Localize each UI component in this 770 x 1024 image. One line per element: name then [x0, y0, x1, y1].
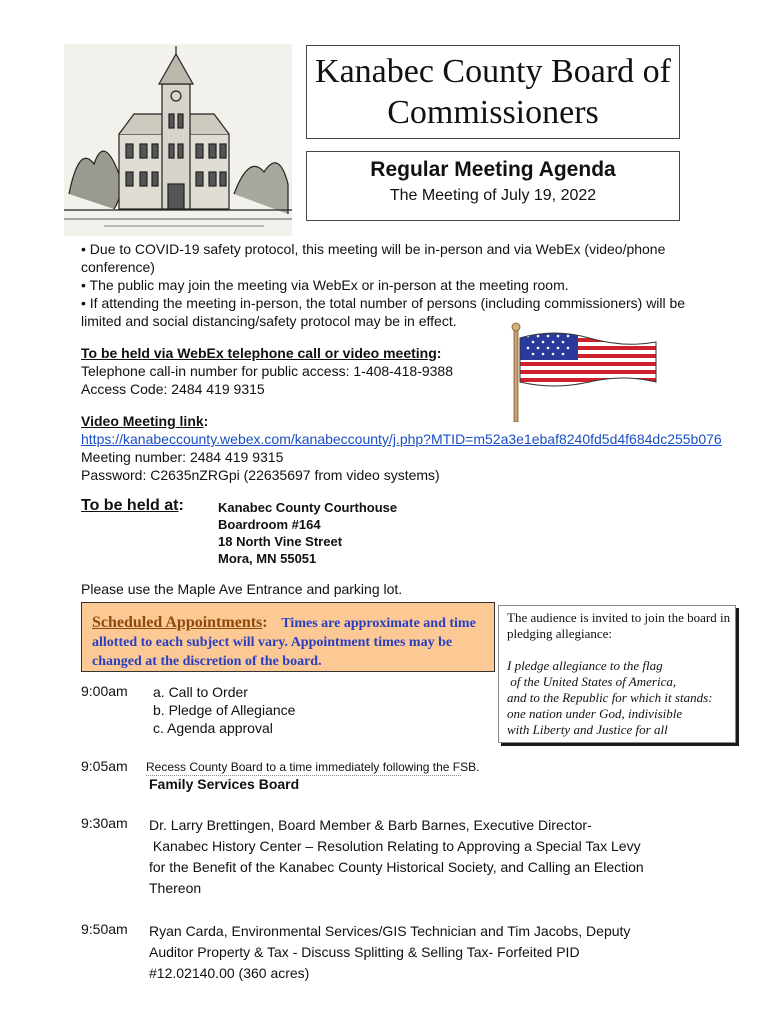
- webex-phone-section: [81, 344, 511, 398]
- recess-note: Recess County Board to a time immediately following the FSB.: [146, 760, 480, 774]
- agenda-time: 9:30am: [81, 815, 128, 831]
- agenda-time: 9:50am: [81, 921, 128, 937]
- access-code: Access Code: 2484 419 9315: [81, 381, 265, 397]
- scheduled-appointments-box: [81, 602, 495, 672]
- agenda-item-line: Dr. Larry Brettingen, Board Member & Barb Barnes, Executive Director-: [149, 817, 592, 833]
- agenda-item: c. Agenda approval: [153, 720, 273, 736]
- agenda-time: 9:05am: [81, 758, 128, 774]
- family-services-board-heading: Family Services Board: [149, 776, 300, 792]
- pledge-line: and to the Republic for which it stands:: [507, 690, 713, 705]
- agenda-item-line: Thereon: [149, 880, 202, 896]
- pledge-intro: The audience is invited to join the board in pledging allegiance:: [507, 610, 731, 641]
- address-line: Boardroom #164: [218, 517, 321, 532]
- video-meeting-section: [81, 412, 741, 484]
- pledge-box: [498, 605, 736, 743]
- agenda-item-line: Ryan Carda, Environmental Services/GIS Technician and Tim Jacobs, Deputy: [149, 923, 631, 939]
- board-title-line1: Kanabec County Board of: [315, 53, 671, 90]
- american-flag-image: [504, 320, 666, 422]
- address-line: Mora, MN 55051: [218, 551, 317, 566]
- appointments-heading-colon: :: [262, 614, 268, 631]
- agenda-title: Regular Meeting Agenda: [370, 158, 616, 181]
- tax-forfeited-item: [149, 921, 709, 984]
- location-label: [81, 497, 184, 515]
- meeting-number: Meeting number: 2484 419 9315: [81, 449, 284, 465]
- board-title-line2: Commissioners: [387, 94, 599, 131]
- entrance-note: Please use the Maple Ave Entrance and parking lot.: [81, 581, 403, 597]
- agenda-item-line: Kanabec History Center – Resolution Relating to Approving a Special Tax Levy: [149, 838, 641, 854]
- opening-items: [153, 683, 295, 737]
- agenda-item: b. Pledge of Allegiance: [153, 702, 296, 718]
- webex-meeting-link[interactable]: https://kanabeccounty.webex.com/kanabeccounty/j.php?MTID=m52a3e1ebaf8240fd5d4f684dc255b076: [81, 431, 722, 447]
- covid-notice: [81, 240, 691, 330]
- agenda-item-line: #12.02140.00 (360 acres): [149, 965, 310, 981]
- video-heading-colon: :: [203, 413, 209, 429]
- location-label-colon: :: [178, 497, 184, 514]
- address-line: 18 North Vine Street: [218, 534, 343, 549]
- pledge-line: one nation under God, indivisible: [507, 706, 683, 721]
- location-label-text: To be held at: [81, 497, 179, 514]
- notice-bullet: • If attending the meeting in-person, the total number of persons (including commissioners) will be limited and social distancing/safety protocol may be in effect.: [81, 295, 686, 329]
- courthouse-illustration: [64, 44, 292, 236]
- appointments-note: Times are approximate and time allotted to each subject will vary. Appointment times may be changed at the discretion of the board.: [92, 616, 476, 669]
- history-center-item: [149, 815, 709, 899]
- pledge-line: I pledge allegiance to the flag: [507, 658, 663, 673]
- board-title-box: [306, 45, 680, 139]
- notice-bullet: • The public may join the meeting via WebEx or in-person at the meeting room.: [81, 277, 569, 293]
- notice-bullet: • Due to COVID-19 safety protocol, this meeting will be in-person and via WebEx (video/phone conference): [81, 241, 666, 275]
- appointments-heading: Scheduled Appointments: [92, 614, 263, 631]
- meeting-date: The Meeting of July 19, 2022: [389, 187, 597, 204]
- webex-heading: To be held via WebEx telephone call or video meeting: [81, 345, 437, 361]
- agenda-item-line: Auditor Property & Tax - Discuss Splitting & Selling Tax- Forfeited PID: [149, 944, 580, 960]
- video-heading: Video Meeting link: [81, 413, 204, 429]
- agenda-title-box: [306, 151, 680, 221]
- pledge-line: with Liberty and Justice for all: [507, 722, 668, 737]
- courthouse-address: [218, 499, 397, 567]
- address-line: Kanabec County Courthouse: [218, 500, 398, 515]
- meeting-password: Password: C2635nZRGpi (22635697 from video systems): [81, 467, 440, 483]
- agenda-item-line: for the Benefit of the Kanabec County Historical Society, and Calling an Election: [149, 859, 644, 875]
- pledge-line: of the United States of America,: [507, 674, 677, 689]
- webex-heading-colon: :: [436, 345, 442, 361]
- agenda-item: a. Call to Order: [153, 684, 248, 700]
- agenda-time: 9:00am: [81, 683, 128, 699]
- phone-number: Telephone call-in number for public access: 1-408-418-9388: [81, 363, 453, 379]
